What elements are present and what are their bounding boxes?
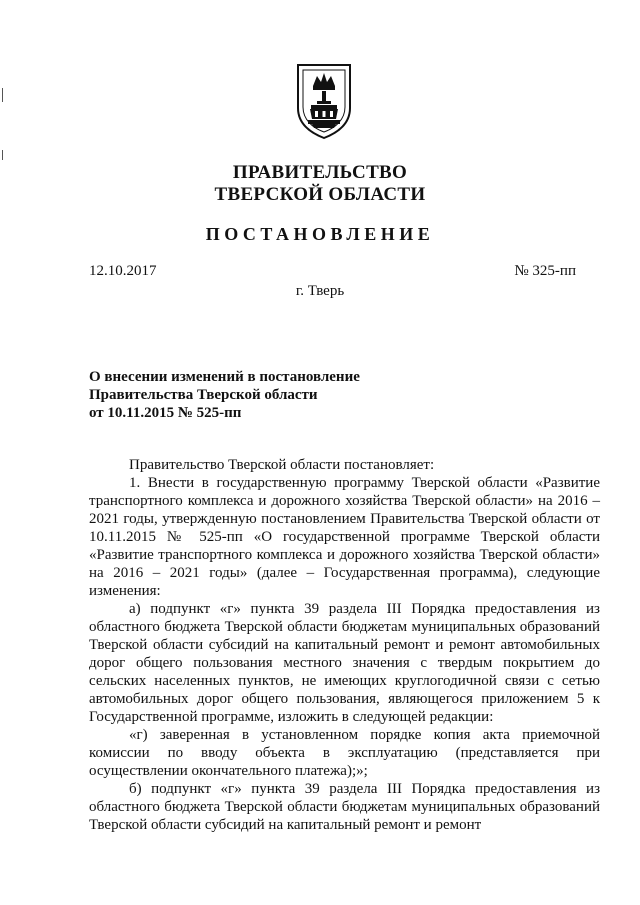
- preamble-paragraph: Правительство Тверской области постановляет:: [129, 457, 435, 473]
- scan-margin-mark: [2, 150, 3, 160]
- document-number: № 325-пп: [514, 263, 576, 279]
- document-date: 12.10.2017: [89, 263, 157, 279]
- document-kind-heading: ПОСТАНОВЛЕНИЕ: [205, 224, 435, 244]
- document-body: [89, 456, 600, 834]
- scan-margin-mark: [2, 88, 3, 102]
- subject-line: от 10.11.2015 № 525-пп: [89, 405, 242, 421]
- document-city: г. Тверь: [295, 283, 345, 299]
- item-a-quote-paragraph: «г) заверенная в установленном порядке копия акта приемочной комиссии по вводу объекта в эксплуатацию (представляется при осуществлении окончательного платежа);»;: [89, 727, 600, 779]
- item-a-paragraph: а) подпункт «г» пункта 39 раздела III Порядка предоставления из областного бюджета Тверской области бюджетам муниципальных образований Тверской области субсидий на капитальный ремонт и ремонт автомобильных дорог общего пользования местного значения с твердым покрытием до сельских населенных пунктов, не имеющих круглогодичной связи с сетью автомобильных дорог общего пользования, являющегося приложением 5 к Государственной программе, изложить в следующей редакции:: [89, 601, 600, 725]
- document-subject: [89, 368, 360, 422]
- subject-line: О внесении изменений в постановление: [89, 369, 360, 385]
- government-title-line1: ПРАВИТЕЛЬСТВО: [232, 162, 408, 183]
- subject-line: Правительства Тверской области: [89, 387, 318, 403]
- item-1-paragraph: 1. Внести в государственную программу Тверской области «Развитие транспортного комплекса и дорожного хозяйства Тверской области» на 2016 – 2021 годы, утвержденную постановлением Правительства Тверской области от 10.11.2015 № 525-пп «О государственной программе Тверской области «Развитие транспортного комплекса и дорожного хозяйства Тверской области» на 2016 – 2021 годы» (далее – Государственная программа), следующие изменения:: [89, 475, 600, 599]
- coat-of-arms-icon: [295, 62, 353, 140]
- item-b-paragraph: б) подпункт «г» пункта 39 раздела III Порядка предоставления из областного бюджета Тверской области бюджетам муниципальных образований Тверской области субсидий на капитальный ремонт и ремонт: [89, 781, 600, 833]
- government-title-line2: ТВЕРСКОЙ ОБЛАСТИ: [214, 184, 426, 205]
